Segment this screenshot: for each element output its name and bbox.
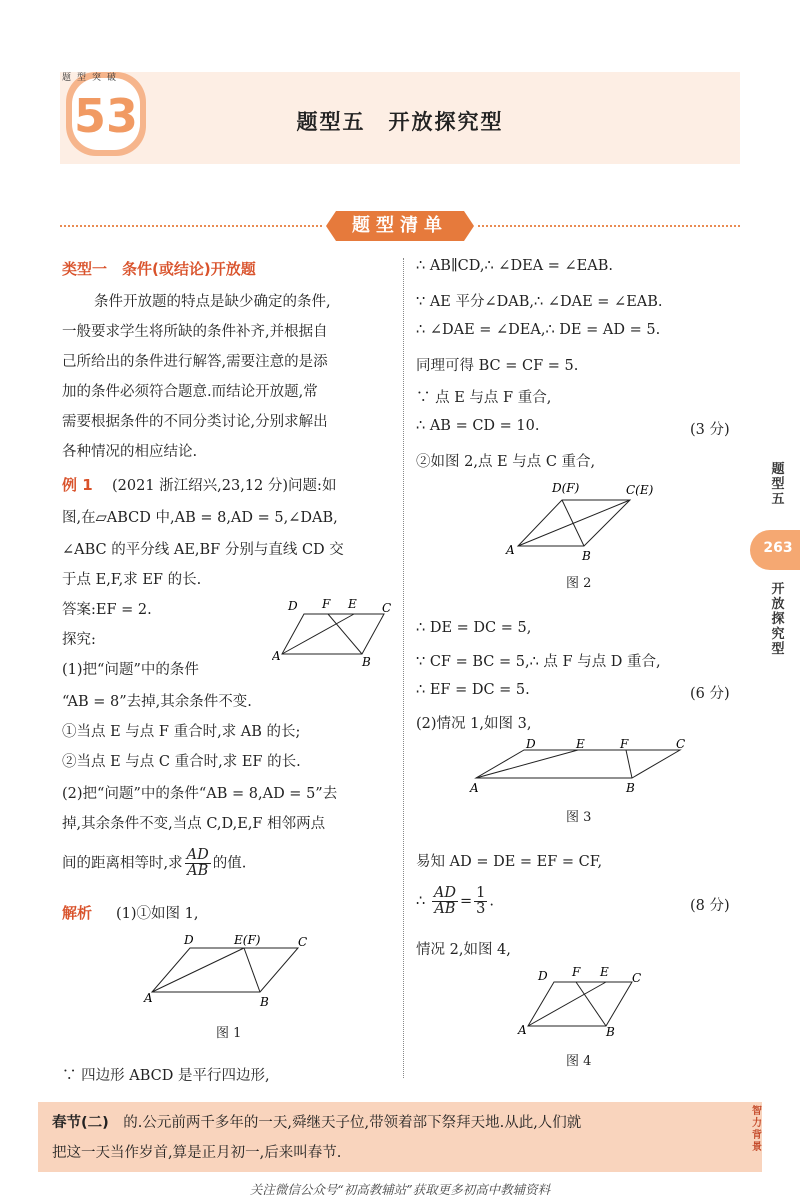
footer-text bbox=[52, 1108, 581, 1168]
page-number: 263 bbox=[763, 540, 793, 556]
top-fig-label-A: A bbox=[272, 649, 281, 663]
example-line-2: 图,在▱ABCD 中,AB = 8,AD = 5,∠DAB, bbox=[62, 510, 338, 526]
figure-2-caption: 图 2 bbox=[566, 576, 592, 591]
intro-line-6: 各种情况的相应结论. bbox=[62, 444, 198, 460]
logo-text: 题型突破 bbox=[62, 73, 123, 83]
fig4-label-B: B bbox=[606, 1025, 615, 1039]
fig3-label-D: D bbox=[526, 738, 536, 751]
q1-line-1: (1)把“问题”中的条件 bbox=[62, 662, 199, 678]
side-section: 题型五 bbox=[771, 462, 785, 507]
top-fig-label-B: B bbox=[362, 655, 371, 666]
q2-frac-den: AB bbox=[187, 863, 209, 879]
q1-line-3: ①当点 E 与点 F 重合时,求 AB 的长; bbox=[62, 724, 301, 740]
example-line-4: 于点 E,F,求 EF 的长. bbox=[62, 572, 202, 588]
q2-text: 间的距离相等时,求 bbox=[62, 855, 183, 872]
fig1-label-D: D bbox=[184, 933, 194, 947]
fig3-label-F: F bbox=[620, 738, 629, 751]
score-2: (6 分) bbox=[690, 686, 730, 702]
ratio-num: AD bbox=[433, 885, 456, 901]
q1-line-4: ②当点 E 与点 C 重合时,求 EF 的长. bbox=[62, 754, 301, 770]
therefore-symbol: ∴ bbox=[416, 893, 426, 910]
right-line-7: ②如图 2,点 E 与点 C 重合, bbox=[416, 454, 596, 470]
fig2-label-A: A bbox=[506, 543, 515, 557]
fig3-label-C: C bbox=[676, 738, 686, 751]
explore-label: 探究: bbox=[62, 632, 96, 648]
footer-line-2: 把这一天当作岁首,算是正月初一,后来叫春节. bbox=[52, 1145, 342, 1161]
figure-2 bbox=[504, 478, 664, 564]
page-title: 题型五 开放探究型 bbox=[296, 110, 504, 134]
intro-line-1: 条件开放题的特点是缺少确定的条件, bbox=[94, 294, 331, 310]
watermark: 关注微信公众号“初高教辅站”获取更多初高中教辅资料 bbox=[249, 1182, 551, 1197]
right-ratio-line bbox=[416, 886, 494, 917]
footer-label: 春节(二) bbox=[52, 1115, 109, 1131]
banner-divider-right bbox=[478, 225, 740, 227]
intro-line-5: 需要根据条件的不同分类讨论,分别求解出 bbox=[62, 414, 328, 430]
fig4-label-D: D bbox=[538, 969, 548, 983]
figure-1-caption: 图 1 bbox=[216, 1026, 242, 1041]
fig4-label-C: C bbox=[632, 971, 642, 985]
q2-line-1: (2)把“问题”中的条件“AB = 8,AD = 5”去 bbox=[62, 786, 338, 802]
fig2-label-CE: C(E) bbox=[626, 483, 654, 497]
ratio-dot: . bbox=[489, 893, 494, 910]
top-fig-label-D: D bbox=[288, 599, 298, 613]
right-line-8: ∴ DE = DC = 5, bbox=[416, 620, 532, 636]
q2-fraction bbox=[185, 848, 211, 879]
q2-line-3 bbox=[62, 848, 246, 879]
top-fig-label-C: C bbox=[382, 601, 392, 615]
solution-line-1: (1)①如图 1, bbox=[116, 906, 199, 922]
fig4-label-E: E bbox=[600, 965, 609, 979]
example-line-1: (2021 浙江绍兴,23,12 分)问题:如 bbox=[112, 478, 337, 494]
logo-number: 53 bbox=[73, 89, 139, 143]
right-line-11: (2)情况 1,如图 3, bbox=[416, 716, 532, 732]
value-den: 3 bbox=[476, 901, 486, 917]
column-divider bbox=[403, 258, 404, 1078]
right-line-3: ∴ ∠DAE = ∠DEA,∴ DE = AD = 5. bbox=[416, 322, 661, 338]
example-line-3: ∠ABC 的平分线 AE,BF 分别与直线 CD 交 bbox=[62, 542, 344, 558]
problem-figure bbox=[272, 596, 396, 666]
fig1-label-C: C bbox=[298, 935, 308, 949]
figure-4-caption: 图 4 bbox=[566, 1054, 592, 1069]
example-label: 例 1 bbox=[62, 476, 93, 494]
fig3-label-A: A bbox=[470, 781, 479, 795]
right-line-6: ∴ AB = CD = 10. bbox=[416, 418, 540, 434]
fig3-label-E: E bbox=[576, 738, 585, 751]
intro-line-2: 一般要求学生将所缺的条件补齐,并根据自 bbox=[62, 324, 328, 340]
type-heading: 类型一 条件(或结论)开放题 bbox=[62, 260, 256, 278]
ratio-equals: = bbox=[459, 893, 473, 910]
ratio-fraction bbox=[432, 886, 458, 917]
intro-line-3: 己所给出的条件进行解答,需要注意的是添 bbox=[62, 354, 328, 370]
value-fraction bbox=[474, 886, 487, 917]
banner-label: 题型清单 bbox=[352, 215, 448, 236]
left-last-line: ∵ 四边形 ABCD 是平行四边形, bbox=[62, 1068, 270, 1084]
fig2-label-DF: D(F) bbox=[552, 481, 580, 495]
fig4-label-A: A bbox=[518, 1023, 527, 1037]
q2-end: 的值. bbox=[212, 855, 247, 872]
right-line-12: 易知 AD = DE = EF = CF, bbox=[416, 854, 603, 870]
score-1: (3 分) bbox=[690, 422, 730, 438]
footer-line-1: 的.公元前两千多年的一天,舜继天子位,带领着部下祭拜天地.从此,人们就 bbox=[123, 1115, 582, 1131]
figure-4 bbox=[514, 964, 654, 1040]
right-line-13: 情况 2,如图 4, bbox=[416, 942, 511, 958]
fig1-label-EF: E(F) bbox=[234, 933, 261, 947]
right-line-4: 同理可得 BC = CF = 5. bbox=[416, 358, 579, 374]
fig1-label-B: B bbox=[260, 995, 269, 1009]
q1-line-2: “AB = 8”去掉,其余条件不变. bbox=[62, 694, 252, 710]
figure-3 bbox=[466, 738, 698, 796]
banner-divider-left bbox=[60, 225, 322, 227]
right-line-10: ∴ EF = DC = 5. bbox=[416, 682, 530, 698]
fig2-label-B: B bbox=[582, 549, 591, 563]
fig1-label-A: A bbox=[144, 991, 153, 1005]
right-line-5: ∵ 点 E 与点 F 重合, bbox=[416, 390, 552, 406]
solution-label: 解析 bbox=[62, 904, 93, 922]
answer-line: 答案:EF = 2. bbox=[62, 602, 152, 618]
figure-1 bbox=[142, 930, 312, 1010]
q2-frac-num: AD bbox=[186, 847, 209, 863]
right-line-2: ∵ AE 平分∠DAB,∴ ∠DAE = ∠EAB. bbox=[416, 294, 663, 310]
value-num: 1 bbox=[476, 885, 486, 901]
figure-3-caption: 图 3 bbox=[566, 810, 592, 825]
intro-line-4: 加的条件必须符合题意.而结论开放题,常 bbox=[62, 384, 318, 400]
fig4-label-F: F bbox=[572, 965, 581, 979]
footer-tag: 智力背景 bbox=[752, 1106, 762, 1153]
ratio-den: AB bbox=[434, 901, 456, 917]
score-3: (8 分) bbox=[690, 898, 730, 914]
right-line-9: ∵ CF = BC = 5,∴ 点 F 与点 D 重合, bbox=[416, 654, 661, 670]
fig3-label-B: B bbox=[626, 781, 635, 795]
top-fig-label-E: E bbox=[348, 597, 357, 611]
q2-line-2: 掉,其余条件不变,当点 C,D,E,F 相邻两点 bbox=[62, 816, 326, 832]
side-topic: 开放探究型 bbox=[771, 582, 785, 657]
top-fig-label-F: F bbox=[322, 597, 331, 611]
right-line-1: ∴ AB∥CD,∴ ∠DEA = ∠EAB. bbox=[416, 258, 613, 274]
